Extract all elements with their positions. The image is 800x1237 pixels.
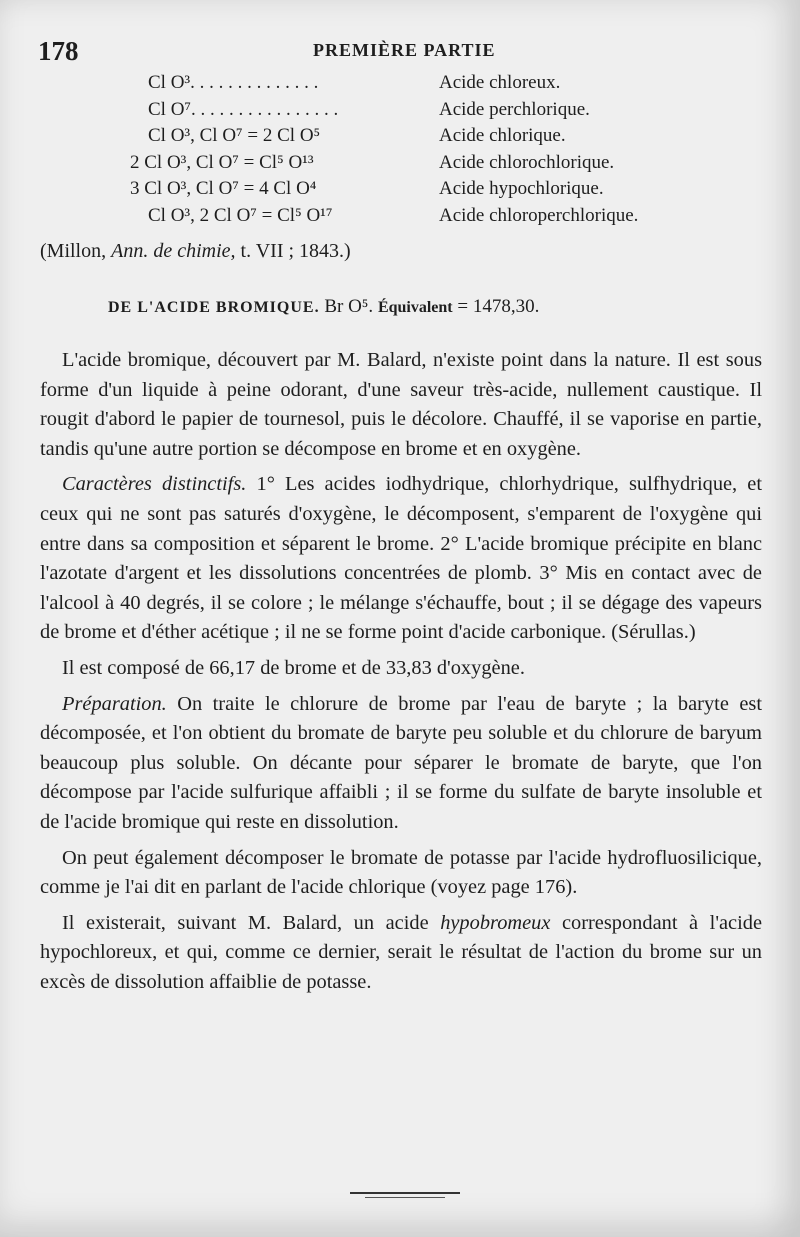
formula: 3 Cl O³, Cl O⁷ = 4 Cl O⁴ <box>130 178 317 200</box>
running-header <box>38 36 760 70</box>
formula-row <box>40 97 740 124</box>
run-in-heading: Caractères distinctifs. <box>62 473 247 496</box>
formula: 2 Cl O³, Cl O⁷ = Cl⁵ O¹³ <box>130 151 314 173</box>
citation: (Millon, Ann. de chimie, t. VII ; 1843.) <box>40 240 351 262</box>
running-title: PREMIÈRE PARTIE <box>313 40 496 60</box>
paragraph: Préparation. On traite le chlorure de brome par l'eau de baryte ; la baryte est décomposée, et l'on obtient du bromate de baryte peu soluble et du chlorure de baryum beaucoup plus soluble. On décante pour séparer le bromate de baryte, que l'on décompose par l'acide sulfurique affaibli ; il se forme du sulfate de baryte insoluble et de l'acide bromique qui reste en dissolution. <box>40 692 762 833</box>
run-in-heading: Préparation. <box>62 692 167 715</box>
paragraph: L'acide bromique, découvert par M. Balard, n'existe point dans la nature. Il est sous forme d'un liquide à peine odorant, d'une saveur très-acide, nullement caustique. Il rougit d'abord le papier de tournesol, puis le décolore. Chauffé, il se vaporise en partie, tandis qu'une autre portion se décompose en brome et en oxygène. <box>40 349 762 460</box>
formula-table <box>40 70 740 230</box>
acid-name: Acide chlorochlorique. <box>439 151 615 173</box>
formula: Cl O³. . . . . . . . . . . . . . <box>148 72 319 93</box>
paragraph: Caractères distinctifs. 1° Les acides iodhydrique, chlorhydrique, sulfhydrique, et ceux qui ne sont pas saturés d'oxygène, le décomposent, s'emparent de l'oxygène qui entre dans sa composition et séparent le brome. 2° L'acide bromique précipite en blanc l'azotate d'argent et les dissolutions concentrées de plomb. 3° Mis en contact avec de l'alcool à 40 degrés, il se colore ; le mélange s'échauffe, bout ; il se dégage des vapeurs de brome et d'éther acétique ; il ne se forme point d'acide carbonique. (Sérullas.) <box>40 473 762 644</box>
section-title: DE L'ACIDE BROMIQUE. <box>108 299 320 316</box>
acid-name: Acide chloroperchlorique. <box>439 204 639 226</box>
formula-row <box>40 123 740 150</box>
formula: Cl O³, Cl O⁷ = 2 Cl O⁵ <box>148 125 321 147</box>
acid-name: Acide chloreux. <box>439 72 561 93</box>
section-end-rule-thin <box>365 1197 445 1198</box>
section-formula: Br O⁵. <box>319 296 378 317</box>
italic-term: hypobromeux <box>440 911 551 934</box>
equivalent-value: = 1478,30. <box>452 296 540 317</box>
formula: Cl O⁷. . . . . . . . . . . . . . . . <box>148 98 339 120</box>
paragraph: Il est composé de 66,17 de brome et de 33,83 d'oxygène. <box>62 656 525 679</box>
acid-name: Acide hypochlorique. <box>439 178 604 200</box>
formula-row <box>40 150 740 177</box>
paragraph: On peut également décomposer le bromate de potasse par l'acide hydrofluosilicique, comme je l'ai dit en parlant de l'acide chlorique (voyez page 176). <box>40 846 762 899</box>
journal-title: Ann. de chimie, <box>111 240 236 262</box>
body-text <box>40 346 762 1003</box>
section-heading <box>108 296 758 318</box>
section-end-rule <box>350 1192 460 1194</box>
equivalent-label: Équivalent <box>377 299 453 316</box>
formula-row <box>40 70 740 97</box>
acid-name: Acide chlorique. <box>439 125 566 147</box>
formula-row <box>40 176 740 203</box>
page-number: 178 <box>38 36 79 66</box>
acid-name: Acide perchlorique. <box>439 98 590 120</box>
formula-row <box>40 203 740 230</box>
formula: Cl O³, 2 Cl O⁷ = Cl⁵ O¹⁷ <box>148 204 333 226</box>
paragraph: Il existerait, suivant M. Balard, un acide hypobromeux correspondant à l'acide hypochloreux, et qui, comme ce dernier, serait le résultat de l'action du brome sur un excès de dissolution affaiblie de potasse. <box>40 911 763 993</box>
